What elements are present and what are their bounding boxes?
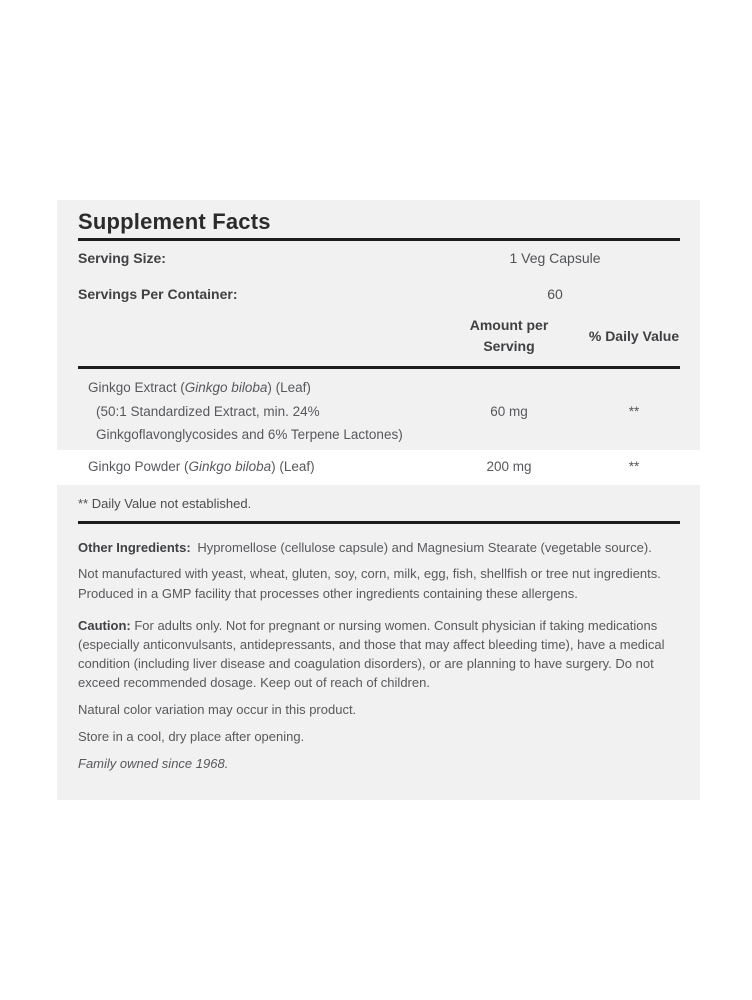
ingredient-name: Ginkgo Powder (Ginkgo biloba) (Leaf) bbox=[88, 459, 315, 475]
storage-note: Store in a cool, dry place after opening. bbox=[78, 728, 305, 744]
supplement-facts-panel bbox=[57, 200, 700, 800]
servings-per-container-row bbox=[78, 286, 680, 303]
species-name: Ginkgo biloba bbox=[188, 459, 272, 475]
other-ingredients-label: Other Ingredients: bbox=[78, 539, 191, 555]
ingredient-detail-line: Ginkgoflavonglycosides and 6% Terpene Lactones) bbox=[96, 427, 403, 442]
amount-per-serving-header bbox=[430, 315, 588, 357]
species-name: Ginkgo biloba bbox=[184, 380, 268, 395]
serving-size-row bbox=[78, 250, 680, 267]
daily-value-footnote: ** Daily Value not established. bbox=[78, 495, 252, 511]
ingredient-name: Ginkgo Extract (Ginkgo biloba) (Leaf) bbox=[88, 380, 311, 395]
serving-size-label: Serving Size: bbox=[78, 250, 166, 266]
allergen-statement: Not manufactured with yeast, wheat, gluten, soy, corn, milk, egg, fish, shellfish or tree nut ingredients. Produced in a GMP facility that processes other ingredients containing these allergens. bbox=[78, 565, 661, 601]
ingredient-daily-value: ** bbox=[628, 403, 640, 419]
ingredient-row-ginkgo-extract bbox=[78, 369, 680, 450]
daily-value-header: % Daily Value bbox=[588, 327, 680, 344]
ingredient-amount: 200 mg bbox=[486, 459, 532, 475]
caution-paragraph bbox=[78, 616, 680, 692]
amount-header-line2: Serving bbox=[483, 338, 535, 354]
ingredient-amount: 60 mg bbox=[490, 403, 528, 419]
column-headers bbox=[78, 315, 680, 357]
amount-header-line1: Amount per bbox=[469, 317, 549, 333]
title-divider bbox=[78, 238, 680, 241]
other-ingredients-paragraph bbox=[78, 538, 680, 558]
servings-per-container-label: Servings Per Container: bbox=[78, 286, 238, 302]
serving-size-value: 1 Veg Capsule bbox=[509, 250, 601, 266]
caution-text: For adults only. Not for pregnant or nursing women. Consult physician if taking medications (especially anticonvulsants, antidepressants, and those that may affect bleeding time), have a medical condition (including liver disease and coagulation disorders), or are planning to have surgery. Do not exceed recommended dosage. Keep out of reach of children. bbox=[78, 617, 665, 690]
other-ingredients-text: Hypromellose (cellulose capsule) and Magnesium Stearate (vegetable source). bbox=[197, 539, 652, 555]
ingredient-detail-line: (50:1 Standardized Extract, min. 24% bbox=[96, 403, 320, 419]
ingredient-row-ginkgo-powder bbox=[57, 450, 700, 485]
footnote-divider bbox=[78, 521, 680, 524]
color-variation-note: Natural color variation may occur in this product. bbox=[78, 701, 357, 717]
caution-label: Caution: bbox=[78, 617, 131, 633]
tagline: Family owned since 1968. bbox=[78, 755, 229, 771]
ingredient-daily-value: ** bbox=[628, 459, 640, 475]
servings-per-container-value: 60 bbox=[547, 286, 563, 302]
panel-title: Supplement Facts bbox=[78, 209, 271, 234]
ingredient-name-block bbox=[78, 376, 430, 447]
